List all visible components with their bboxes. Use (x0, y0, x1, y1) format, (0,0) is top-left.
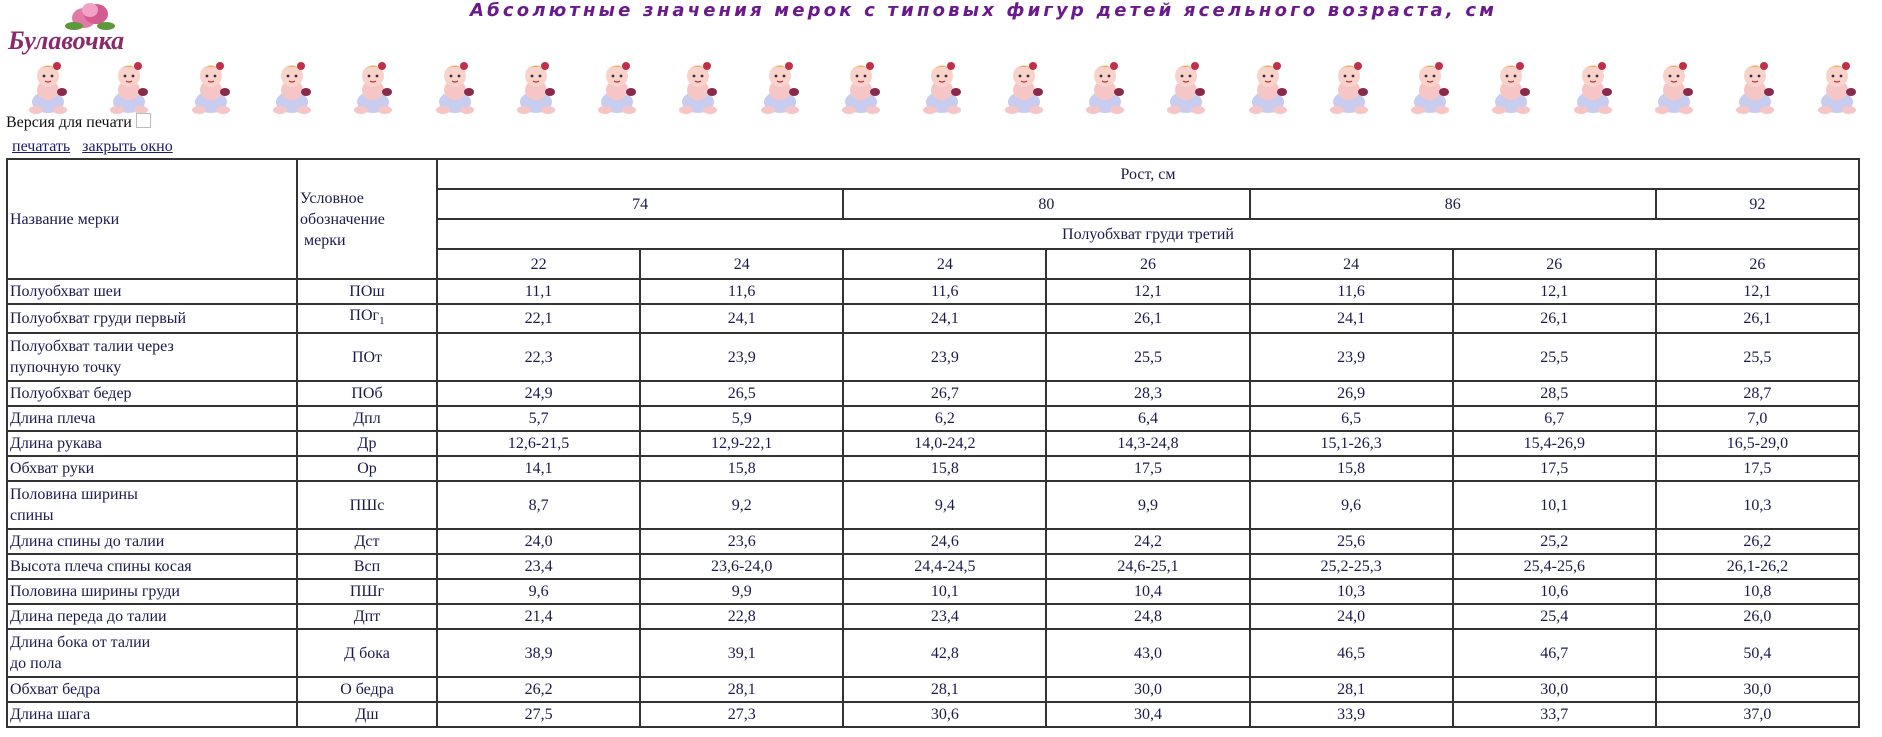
baby-doll-icon (1240, 58, 1300, 116)
measure-name-line: Половина ширины груди (10, 583, 180, 601)
baby-doll-icon (670, 58, 730, 116)
table-row (7, 333, 1859, 381)
measure-value: 23,9 (640, 333, 843, 381)
baby-doll-icon (1321, 58, 1381, 116)
measure-value: 24,0 (1250, 604, 1453, 629)
measure-symbol-text: О бедра (340, 681, 394, 699)
measure-name (7, 381, 297, 406)
baby-doll-icon (1483, 58, 1543, 116)
measure-symbol (297, 406, 437, 431)
measure-value: 24,4-24,5 (843, 554, 1046, 579)
table-row (7, 456, 1859, 481)
measure-value: 26,2 (437, 677, 640, 702)
table-row (7, 381, 1859, 406)
measure-name (7, 431, 297, 456)
measure-symbol (297, 481, 437, 529)
baby-doll-icon (752, 58, 812, 116)
measure-value: 11,6 (640, 279, 843, 304)
measure-value: 22,3 (437, 333, 640, 381)
measure-value: 28,1 (843, 677, 1046, 702)
height-value: 80 (843, 189, 1249, 219)
measure-symbol-text: Ор (357, 460, 377, 478)
measure-value: 25,5 (1453, 333, 1656, 381)
col-symbol-header (297, 159, 437, 279)
measure-symbol (297, 529, 437, 554)
measure-name (7, 456, 297, 481)
measure-symbol-text: Д бока (344, 644, 390, 662)
measure-name-line: Длина шага (10, 706, 91, 724)
measure-value: 16,5-29,0 (1656, 431, 1859, 456)
measure-value: 23,9 (1250, 333, 1453, 381)
measure-value: 17,5 (1453, 456, 1656, 481)
baby-doll-icon (996, 58, 1056, 116)
measure-name-line: Длина рукава (10, 435, 102, 453)
measure-value: 28,3 (1046, 381, 1249, 406)
measure-value: 6,7 (1453, 406, 1656, 431)
measure-value: 30,0 (1453, 677, 1656, 702)
measure-value: 10,8 (1656, 579, 1859, 604)
table-row (7, 604, 1859, 629)
table-row (7, 406, 1859, 431)
measure-value: 28,7 (1656, 381, 1859, 406)
baby-doll-icon (345, 58, 405, 116)
baby-doll-icon (101, 58, 161, 116)
measure-value: 23,4 (843, 604, 1046, 629)
measure-value: 25,2 (1453, 529, 1656, 554)
measure-value: 11,1 (437, 279, 640, 304)
measure-value: 9,6 (1250, 481, 1453, 529)
baby-doll-icon (20, 58, 80, 116)
chest-header: Полуобхват груди третий (437, 219, 1859, 249)
measure-name (7, 279, 297, 304)
measure-value: 27,5 (437, 702, 640, 727)
measure-symbol (297, 554, 437, 579)
measures-table (6, 158, 1860, 728)
measure-value: 23,4 (437, 554, 640, 579)
measure-name-line: Длина спины до талии (10, 533, 165, 551)
measure-value: 12,9-22,1 (640, 431, 843, 456)
measure-value: 24,2 (1046, 529, 1249, 554)
measure-value: 21,4 (437, 604, 640, 629)
measure-value: 26,7 (843, 381, 1046, 406)
measure-value: 33,9 (1250, 702, 1453, 727)
measure-value: 42,8 (843, 629, 1046, 677)
baby-doll-icon (1158, 58, 1218, 116)
baby-doll-icon (427, 58, 487, 116)
measure-value: 26,5 (640, 381, 843, 406)
measure-value: 30,0 (1656, 677, 1859, 702)
measure-symbol (297, 702, 437, 727)
measure-symbol-text: ПОг (349, 307, 380, 324)
measure-value: 46,5 (1250, 629, 1453, 677)
measure-name (7, 629, 297, 677)
measure-name-line: пупочную точку (10, 359, 122, 377)
measure-name (7, 333, 297, 381)
measure-name-line: Длина плеча (10, 410, 96, 428)
table-row (7, 554, 1859, 579)
measure-value: 26,0 (1656, 604, 1859, 629)
measure-value: 28,5 (1453, 381, 1656, 406)
measure-value: 33,7 (1453, 702, 1656, 727)
baby-doll-icon (183, 58, 243, 116)
action-links (12, 138, 181, 156)
measure-symbol (297, 279, 437, 304)
baby-doll-icon (1565, 58, 1625, 116)
measure-symbol (297, 333, 437, 381)
chest-value: 26 (1046, 249, 1249, 279)
measure-value: 6,4 (1046, 406, 1249, 431)
measure-symbol (297, 381, 437, 406)
table-row (7, 529, 1859, 554)
measure-name (7, 677, 297, 702)
height-header: Рост, см (437, 159, 1859, 189)
measure-value: 10,4 (1046, 579, 1249, 604)
measure-value: 5,7 (437, 406, 640, 431)
measure-value: 15,8 (843, 456, 1046, 481)
measure-symbol (297, 677, 437, 702)
measure-value: 24,1 (640, 304, 843, 333)
measure-value: 38,9 (437, 629, 640, 677)
measure-symbol-text: ПОт (351, 348, 383, 366)
measure-value: 30,6 (843, 702, 1046, 727)
measure-value: 28,1 (640, 677, 843, 702)
table-row (7, 677, 1859, 702)
chest-value: 24 (1250, 249, 1453, 279)
measure-value: 26,1 (1656, 304, 1859, 333)
measure-symbol (297, 431, 437, 456)
measure-value: 10,3 (1250, 579, 1453, 604)
table-row (7, 481, 1859, 529)
measure-value: 15,8 (640, 456, 843, 481)
measure-name (7, 304, 297, 333)
measure-value: 28,1 (1250, 677, 1453, 702)
measure-value: 15,8 (1250, 456, 1453, 481)
chest-value: 24 (843, 249, 1046, 279)
print-version-toggle (6, 114, 151, 132)
print-link[interactable]: печатать (12, 138, 71, 155)
baby-doll-icon (833, 58, 893, 116)
measure-name (7, 406, 297, 431)
measure-value: 15,1-26,3 (1250, 431, 1453, 456)
height-value: 86 (1250, 189, 1656, 219)
measure-value: 50,4 (1656, 629, 1859, 677)
baby-doll-icon (1809, 58, 1869, 116)
print-version-label: Версия для печати (6, 114, 132, 131)
measure-value: 9,9 (1046, 481, 1249, 529)
logo-text: Булавочка (8, 26, 125, 55)
chest-value: 22 (437, 249, 640, 279)
height-value: 92 (1656, 189, 1859, 219)
measure-value: 10,1 (1453, 481, 1656, 529)
measure-value: 25,4-25,6 (1453, 554, 1656, 579)
col-symbol-header-line: мерки (304, 231, 346, 249)
measure-symbol-text: ПОб (351, 385, 383, 403)
measure-value: 9,6 (437, 579, 640, 604)
measure-name (7, 554, 297, 579)
measure-value: 22,1 (437, 304, 640, 333)
measure-symbol-text: ПОш (349, 283, 385, 300)
measure-symbol-subscript: 1 (379, 315, 385, 328)
measure-value: 23,6-24,0 (640, 554, 843, 579)
measure-name (7, 481, 297, 529)
measure-name (7, 702, 297, 727)
chest-value: 26 (1453, 249, 1656, 279)
measure-value: 15,4-26,9 (1453, 431, 1656, 456)
measure-name-line: до пола (10, 655, 62, 673)
height-value: 74 (437, 189, 843, 219)
measure-name-line: Высота плеча спины косая (10, 558, 192, 576)
table-row (7, 431, 1859, 456)
baby-doll-icon (508, 58, 568, 116)
measure-name-line: Длина переда до талии (10, 608, 167, 626)
measure-symbol-text: ПШс (349, 496, 385, 514)
measure-value: 39,1 (640, 629, 843, 677)
measure-symbol (297, 579, 437, 604)
measure-value: 24,9 (437, 381, 640, 406)
measure-symbol (297, 304, 437, 333)
measure-value: 25,5 (1656, 333, 1859, 381)
baby-doll-icon (1402, 58, 1462, 116)
measure-value: 5,9 (640, 406, 843, 431)
chest-value: 26 (1656, 249, 1859, 279)
table-row (7, 629, 1859, 677)
table-row (7, 702, 1859, 727)
site-logo[interactable] (4, 0, 154, 56)
measure-value: 25,4 (1453, 604, 1656, 629)
decorative-baby-row (0, 58, 1882, 116)
measure-value: 8,7 (437, 481, 640, 529)
measure-value: 12,6-21,5 (437, 431, 640, 456)
measure-value: 14,0-24,2 (843, 431, 1046, 456)
measure-value: 23,6 (640, 529, 843, 554)
measure-value: 30,4 (1046, 702, 1249, 727)
measure-value: 14,3-24,8 (1046, 431, 1249, 456)
measure-symbol (297, 629, 437, 677)
measure-value: 27,3 (640, 702, 843, 727)
baby-doll-icon (914, 58, 974, 116)
measure-value: 11,6 (843, 279, 1046, 304)
measure-symbol-text: Дпт (353, 608, 381, 626)
measure-value: 14,1 (437, 456, 640, 481)
baby-doll-icon (1077, 58, 1137, 116)
measure-name-line: Обхват руки (10, 460, 95, 478)
measure-value: 26,1-26,2 (1656, 554, 1859, 579)
measure-name-line: Полуобхват талии через (10, 338, 174, 356)
measure-value: 24,0 (437, 529, 640, 554)
measure-value: 12,1 (1656, 279, 1859, 304)
measure-name-line: Половина ширины (10, 486, 138, 504)
col-name-header: Название мерки (7, 159, 297, 279)
measure-value: 25,6 (1250, 529, 1453, 554)
measure-symbol-text: Др (357, 435, 377, 453)
measure-value: 6,2 (843, 406, 1046, 431)
measure-name (7, 529, 297, 554)
measure-name-line: Полуобхват шеи (10, 283, 122, 300)
baby-doll-icon (1646, 58, 1706, 116)
measure-value: 26,2 (1656, 529, 1859, 554)
measure-symbol-text: Дш (355, 706, 379, 724)
measure-value: 25,2-25,3 (1250, 554, 1453, 579)
measure-name (7, 604, 297, 629)
measure-symbol-text: Дпл (353, 410, 381, 428)
measure-value: 26,1 (1046, 304, 1249, 333)
measure-value: 26,9 (1250, 381, 1453, 406)
measure-value: 23,9 (843, 333, 1046, 381)
measure-value: 7,0 (1656, 406, 1859, 431)
measure-name-line: Полуобхват бедер (10, 385, 132, 403)
measure-value: 25,5 (1046, 333, 1249, 381)
measure-value: 22,8 (640, 604, 843, 629)
table-row (7, 279, 1859, 304)
measure-value: 24,1 (1250, 304, 1453, 333)
measure-symbol (297, 456, 437, 481)
measure-value: 24,1 (843, 304, 1046, 333)
col-symbol-header-line: обозначение (300, 210, 385, 228)
table-row (7, 304, 1859, 333)
table-row (7, 579, 1859, 604)
measure-value: 9,9 (640, 579, 843, 604)
measure-symbol-text: ПШг (349, 583, 385, 601)
measure-value: 46,7 (1453, 629, 1656, 677)
page-title: Абсолютные значения мерок с типовых фигур детей ясельного возраста, см (470, 0, 1498, 21)
measure-value: 10,6 (1453, 579, 1656, 604)
measure-name (7, 579, 297, 604)
measure-value: 17,5 (1656, 456, 1859, 481)
col-symbol-header-line: Условное (300, 189, 364, 207)
measure-value: 12,1 (1453, 279, 1656, 304)
measure-value: 9,4 (843, 481, 1046, 529)
measure-value: 6,5 (1250, 406, 1453, 431)
measure-value: 37,0 (1656, 702, 1859, 727)
measure-symbol (297, 604, 437, 629)
baby-doll-icon (589, 58, 649, 116)
measure-name-line: спины (10, 507, 54, 525)
measure-symbol-text: Дст (354, 533, 380, 551)
measure-value: 43,0 (1046, 629, 1249, 677)
measure-name-line: Полуобхват груди первый (10, 310, 187, 328)
close-window-link[interactable]: закрыть окно (82, 138, 173, 155)
measure-value: 12,1 (1046, 279, 1249, 304)
measure-symbol-text: Всп (353, 558, 381, 576)
measure-name-line: Длина бока от талии (10, 634, 151, 652)
measure-value: 26,1 (1453, 304, 1656, 333)
measure-value: 10,3 (1656, 481, 1859, 529)
measure-value: 24,6-25,1 (1046, 554, 1249, 579)
measure-value: 11,6 (1250, 279, 1453, 304)
baby-doll-icon (1727, 58, 1787, 116)
measure-name-line: Обхват бедра (10, 681, 101, 699)
measure-value: 17,5 (1046, 456, 1249, 481)
measure-value: 10,1 (843, 579, 1046, 604)
measure-value: 30,0 (1046, 677, 1249, 702)
baby-doll-icon (264, 58, 324, 116)
measure-value: 9,2 (640, 481, 843, 529)
page-header (0, 0, 1882, 60)
print-version-checkbox[interactable] (136, 113, 151, 128)
chest-value: 24 (640, 249, 843, 279)
measure-value: 24,6 (843, 529, 1046, 554)
measure-value: 24,8 (1046, 604, 1249, 629)
